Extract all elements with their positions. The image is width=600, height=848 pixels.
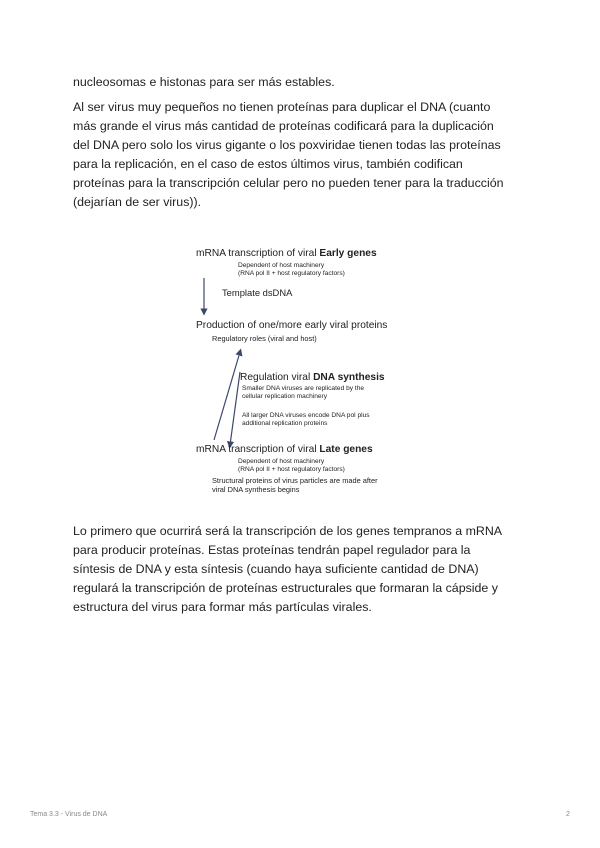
late-genes-note: Dependent of host machinery (238, 458, 325, 465)
early-genes-bold: Early genes (319, 248, 377, 259)
late-genes-note: (RNA pol II + host regulatory factors) (238, 466, 345, 473)
arrow-down-to-late-genes (230, 372, 240, 445)
early-genes-note: (RNA pol II + host regulatory factors) (238, 270, 345, 277)
paragraph-line: Al ser virus muy pequeños no tienen proteínas para duplicar el DNA (cuanto (73, 100, 491, 114)
paragraph-explanation (73, 522, 533, 617)
regulation-title (240, 372, 385, 383)
early-genes-note: Dependent of host machinery (238, 262, 325, 269)
late-genes-title (196, 444, 373, 455)
late-genes-bold: Late genes (319, 444, 373, 455)
paragraph-line: nucleosomas e histonas para ser más estables. (73, 75, 335, 89)
arrow-up-to-regulation (214, 352, 240, 440)
regulation-note: additional replication proteins (242, 420, 328, 427)
paragraph-intro (73, 73, 533, 92)
paragraph-line: proteínas para la transcripción celular pero no pueden tener para la traducción (73, 176, 504, 190)
regulation-note: All larger DNA viruses encode DNA pol plus (242, 412, 370, 419)
paragraph-line: para la replicación, en el caso de estos últimos virus, también codifican (73, 157, 463, 171)
paragraph-small-viruses (73, 98, 533, 212)
paragraph-line: del DNA pero solo los virus gigante o los poxviridae tienen todas las proteínas (73, 138, 501, 152)
early-genes-title (196, 248, 377, 259)
gene-expression-diagram (192, 240, 422, 502)
early-genes-title-prefix: mRNA transcription of viral (196, 248, 320, 259)
late-genes-title-prefix: mRNA transcription of viral (196, 444, 320, 455)
late-genes-note: viral DNA synthesis begins (212, 485, 300, 494)
template-dsdna-label: Template dsDNA (222, 287, 293, 298)
regulation-note: Smaller DNA viruses are replicated by the (242, 385, 365, 392)
production-note: Regulatory roles (viral and host) (212, 334, 317, 343)
regulation-title-prefix: Regulation viral (240, 372, 314, 383)
page-number: 2 (566, 811, 570, 818)
paragraph-line: más grande el virus más cantidad de proteínas codificará para la duplicación (73, 119, 494, 133)
production-title: Production of one/more early viral proteins (196, 320, 388, 331)
late-genes-note: Structural proteins of virus particles are made after (212, 476, 378, 485)
paragraph-line: regulará la transcripción de proteínas estructurales que formaran la cápside y (73, 581, 498, 595)
regulation-note: cellular replication machinery (242, 393, 328, 400)
paragraph-line: para producir proteínas. Estas proteínas tendrán papel regulador para la (73, 543, 471, 557)
footer-title: Tema 3.3 - Virus de DNA (30, 811, 108, 818)
regulation-bold: DNA synthesis (313, 372, 385, 383)
paragraph-line: (dejarían de ser virus)). (73, 195, 202, 209)
paragraph-line: estructura del virus para formar más partículas virales. (73, 600, 372, 614)
paragraph-line: síntesis de DNA y esta síntesis (cuando haya suficiente cantidad de DNA) (73, 562, 479, 576)
paragraph-line: Lo primero que ocurrirá será la transcripción de los genes tempranos a mRNA (73, 524, 503, 538)
